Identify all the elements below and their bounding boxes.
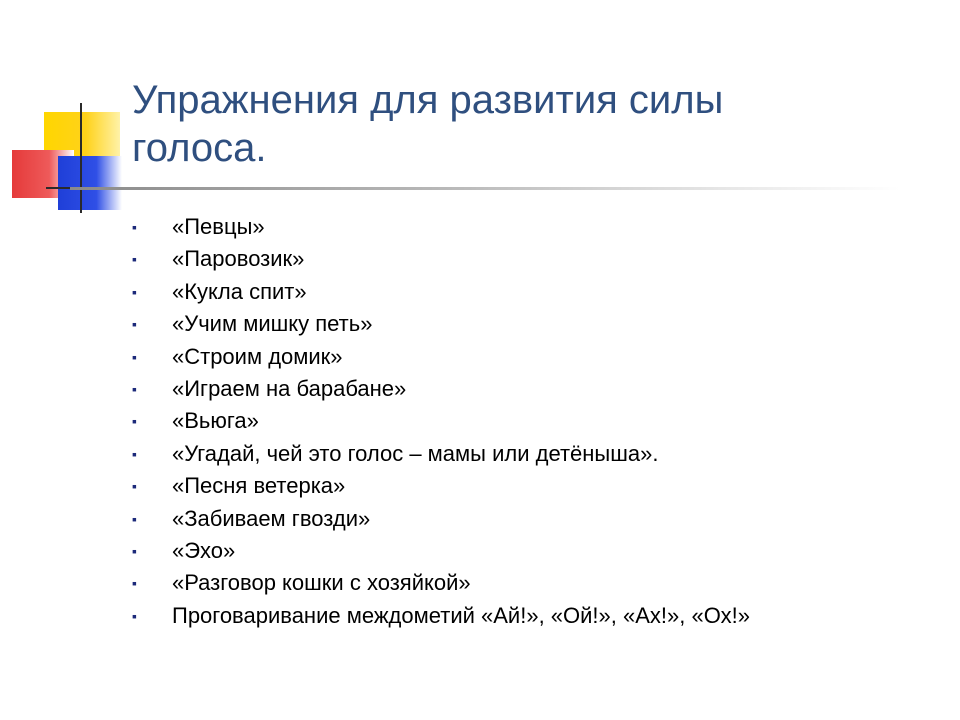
list-item-text: «Забиваем гвозди» [172,505,371,531]
list-item-text: «Песня ветерка» [172,473,346,499]
bullet-icon: ▪ [132,348,137,365]
bullet-icon: ▪ [132,607,137,624]
bullet-icon: ▪ [132,510,137,527]
bullet-icon: ▪ [132,251,137,268]
bullet-icon: ▪ [132,542,137,559]
list-item-text: «Кукла спит» [172,278,307,304]
bullet-icon: ▪ [132,413,137,430]
bullet-icon: ▪ [132,380,137,397]
title-divider [70,187,900,190]
list-item-text: «Певцы» [172,214,265,239]
bullet-icon: ▪ [132,575,137,592]
list-item-text: «Эхо» [172,537,236,563]
bullet-icon: ▪ [132,283,137,300]
list-item-text: «Угадай, чей это голос – мамы или детёныша». [172,440,659,466]
bullet-icon: ▪ [132,316,137,333]
logo-blue-square [58,156,122,210]
list-item-text: «Учим мишку петь» [172,311,373,337]
logo-vertical-line [80,103,82,213]
list-item-text: «Строим домик» [172,343,343,369]
bullet-icon: ▪ [132,478,137,495]
list-item-text: «Разговор кошки с хозяйкой» [172,570,471,596]
list-item-text: «Играем на барабане» [172,375,407,401]
bullet-icon: ▪ [132,219,137,235]
slide-title: Упражнения для развития силы голоса. [132,78,724,170]
list-item-text: «Паровозик» [172,246,305,272]
bullet-icon: ▪ [132,445,137,462]
list-item-text: Проговаривание междометий «Ай!», «Ой!», «Ах!», «Ох!» [172,602,750,628]
list-item-text: «Вьюга» [172,408,259,434]
